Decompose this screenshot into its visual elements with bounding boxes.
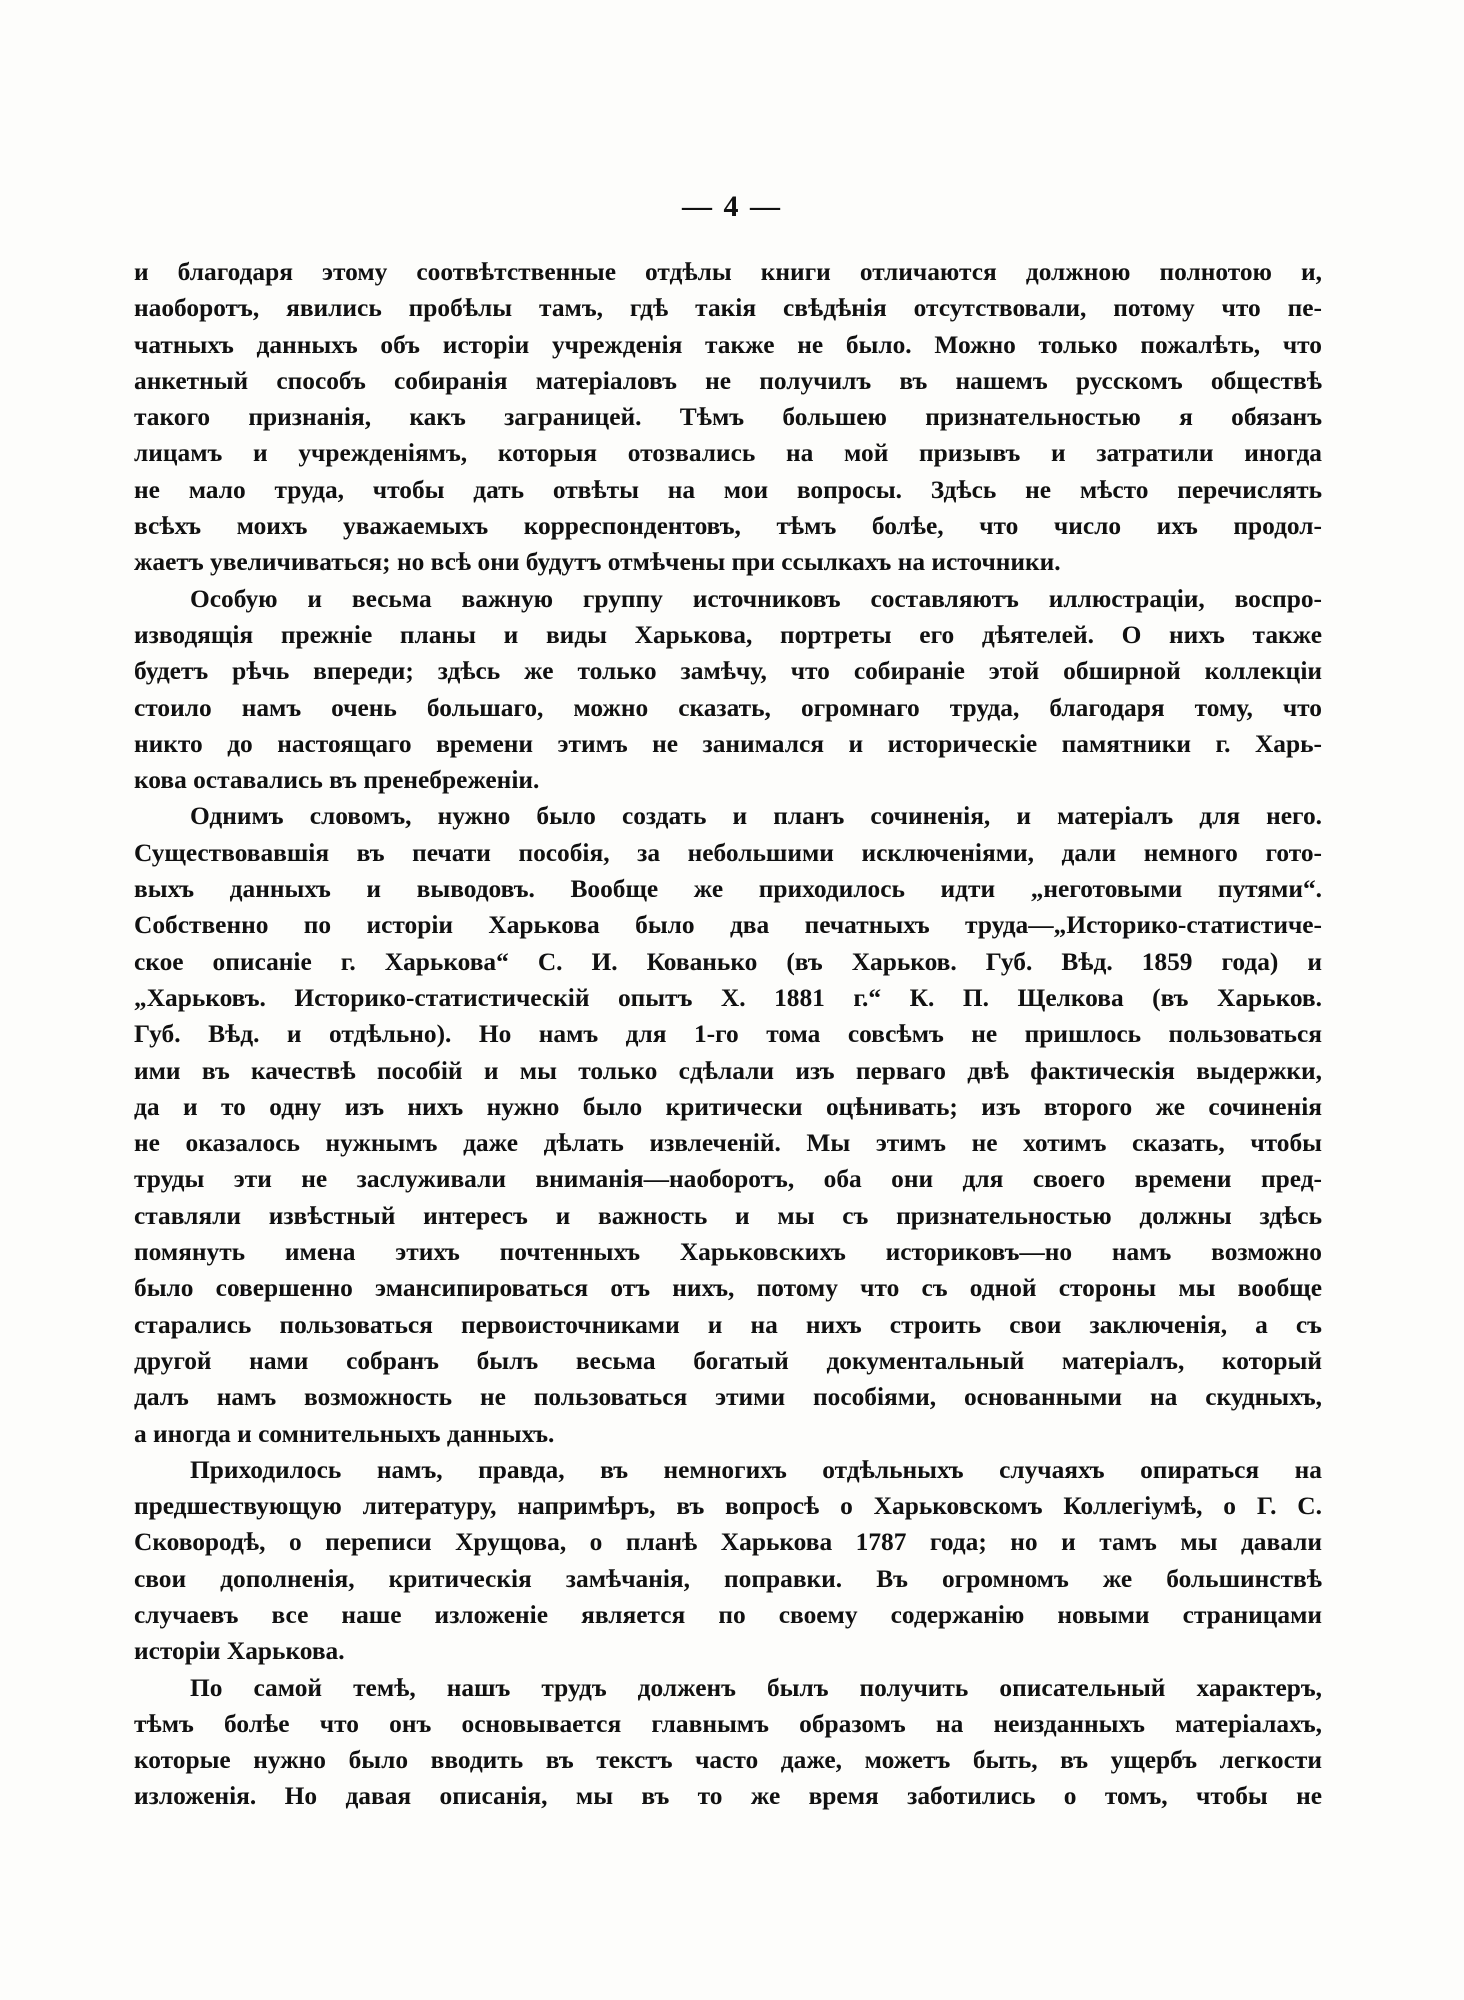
text-line: никто до настоящаго времени этимъ не занимался и историческіе памятники г. Харь- — [134, 729, 1322, 758]
paragraph-3 — [134, 798, 1322, 1451]
text-line: По самой темѣ, нашъ трудъ долженъ былъ получить описательный характеръ, — [190, 1673, 1322, 1702]
text-line: а иногда и сомнительныхъ данныхъ. — [134, 1419, 555, 1448]
text-line: кова оставались въ пренебреженіи. — [134, 766, 540, 795]
text-line: было совершенно эмансипироваться отъ нихъ, потому что съ одной стороны мы вообще — [134, 1274, 1322, 1303]
text-line: такого признанія, какъ заграницей. Тѣмъ большею признательностью я обязанъ — [134, 403, 1322, 432]
text-line: стоило намъ очень большаго, можно сказать, огромнаго труда, благодаря тому, что — [134, 693, 1322, 722]
text-line: труды эти не заслуживали вниманія—наоборотъ, оба они для своего времени пред- — [134, 1165, 1322, 1194]
text-line: чатныхъ данныхъ объ исторіи учрежденія также не было. Можно только пожалѣть, что — [134, 330, 1322, 359]
text-line: „Харьковъ. Историко-статистическій опытъ X. 1881 г.“ К. П. Щелкова (въ Харьков. — [134, 983, 1322, 1012]
paragraph-5 — [134, 1670, 1322, 1815]
text-line: лицамъ и учрежденіямъ, которыя отозвались на мой призывъ и затратили иногда — [134, 439, 1322, 468]
text-line: другой нами собранъ былъ весьма богатый документальный матеріалъ, который — [134, 1346, 1322, 1375]
text-line: Губ. Вѣд. и отдѣльно). Но намъ для 1-го тома совсѣмъ не пришлось пользоваться — [134, 1020, 1322, 1049]
text-line: Существовавшія въ печати пособія, за небольшими исключеніями, дали немного гото- — [134, 838, 1322, 867]
text-line: которые нужно было вводить въ текстъ часто даже, можетъ быть, въ ущербъ легкости — [134, 1746, 1322, 1775]
text-line: предшествующую литературу, напримѣръ, въ вопросѣ о Харьковскомъ Коллегіумѣ, о Г. С. — [134, 1492, 1322, 1521]
page-number: — 4 — — [682, 190, 782, 223]
text-line: не оказалось нужнымъ даже дѣлать извлеченій. Мы этимъ не хотимъ сказать, чтобы — [134, 1129, 1322, 1158]
text-line: не мало труда, чтобы дать отвѣты на мои вопросы. Здѣсь не мѣсто перечислять — [134, 475, 1322, 504]
text-line: изложенія. Но давая описанія, мы въ то же время заботились о томъ, чтобы не — [134, 1782, 1322, 1811]
text-line: всѣхъ моихъ уважаемыхъ корреспондентовъ, тѣмъ болѣе, что число ихъ продол- — [134, 512, 1322, 541]
paragraph-2 — [134, 581, 1322, 799]
text-line: помянуть имена этихъ почтенныхъ Харьковскихъ историковъ—но намъ возможно — [134, 1238, 1322, 1267]
paragraph-4 — [134, 1452, 1322, 1670]
paragraph-1 — [134, 254, 1322, 581]
text-line: Сковородѣ, о переписи Хрущова, о планѣ Харькова 1787 года; но и тамъ мы давали — [134, 1528, 1322, 1557]
body-text — [134, 254, 1322, 1815]
text-line: да и то одну изъ нихъ нужно было критически оцѣнивать; изъ второго же сочиненія — [134, 1092, 1322, 1121]
text-line: изводящія прежніе планы и виды Харькова, портреты его дѣятелей. О нихъ также — [134, 620, 1322, 649]
text-line: Собственно по исторіи Харькова было два печатныхъ труда—„Историко-статистиче- — [134, 911, 1322, 940]
text-line: Однимъ словомъ, нужно было создать и планъ сочиненія, и матеріалъ для него. — [190, 802, 1322, 831]
text-line: Приходилось намъ, правда, въ немногихъ отдѣльныхъ случаяхъ опираться на — [190, 1455, 1322, 1484]
text-line: ими въ качествѣ пособій и мы только сдѣлали изъ перваго двѣ фактическія выдержки, — [134, 1056, 1322, 1085]
text-line: ское описаніе г. Харькова“ С. И. Кованько (въ Харьков. Губ. Вѣд. 1859 года) и — [134, 947, 1322, 976]
text-line: старались пользоваться первоисточниками и на нихъ строить свои заключенія, а съ — [134, 1310, 1322, 1339]
text-line: далъ намъ возможность не пользоваться этими пособіями, основанными на скудныхъ, — [134, 1383, 1322, 1412]
text-line: исторіи Харькова. — [134, 1637, 345, 1666]
text-line: жаетъ увеличиваться; но всѣ они будутъ отмѣчены при ссылкахъ на источники. — [134, 548, 1061, 577]
text-line: тѣмъ болѣе что онъ основывается главнымъ образомъ на неизданныхъ матеріалахъ, — [134, 1709, 1322, 1738]
text-line: ставляли извѣстный интересъ и важность и мы съ признательностью должны здѣсь — [134, 1201, 1322, 1230]
text-line: анкетный способъ собиранія матеріаловъ не получилъ въ нашемъ русскомъ обществѣ — [134, 366, 1322, 395]
text-line: выхъ данныхъ и выводовъ. Вообще же приходилось идти „неготовыми путями“. — [134, 875, 1322, 904]
text-line: наоборотъ, явились пробѣлы тамъ, гдѣ такія свѣдѣнія отсутствовали, потому что пе- — [134, 294, 1322, 323]
text-line: и благодаря этому соотвѣтственные отдѣлы книги отличаются должною полнотою и, — [134, 258, 1322, 286]
text-line: свои дополненія, критическія замѣчанія, поправки. Въ огромномъ же большинствѣ — [134, 1564, 1322, 1593]
text-line: Особую и весьма важную группу источниковъ составляютъ иллюстраціи, воспро- — [190, 584, 1322, 613]
text-line: будетъ рѣчь впереди; здѣсь же только замѣчу, что собираніе этой обширной коллекціи — [134, 657, 1322, 686]
text-line: случаевъ все наше изложеніе является по своему содержанію новыми страницами — [134, 1600, 1322, 1629]
